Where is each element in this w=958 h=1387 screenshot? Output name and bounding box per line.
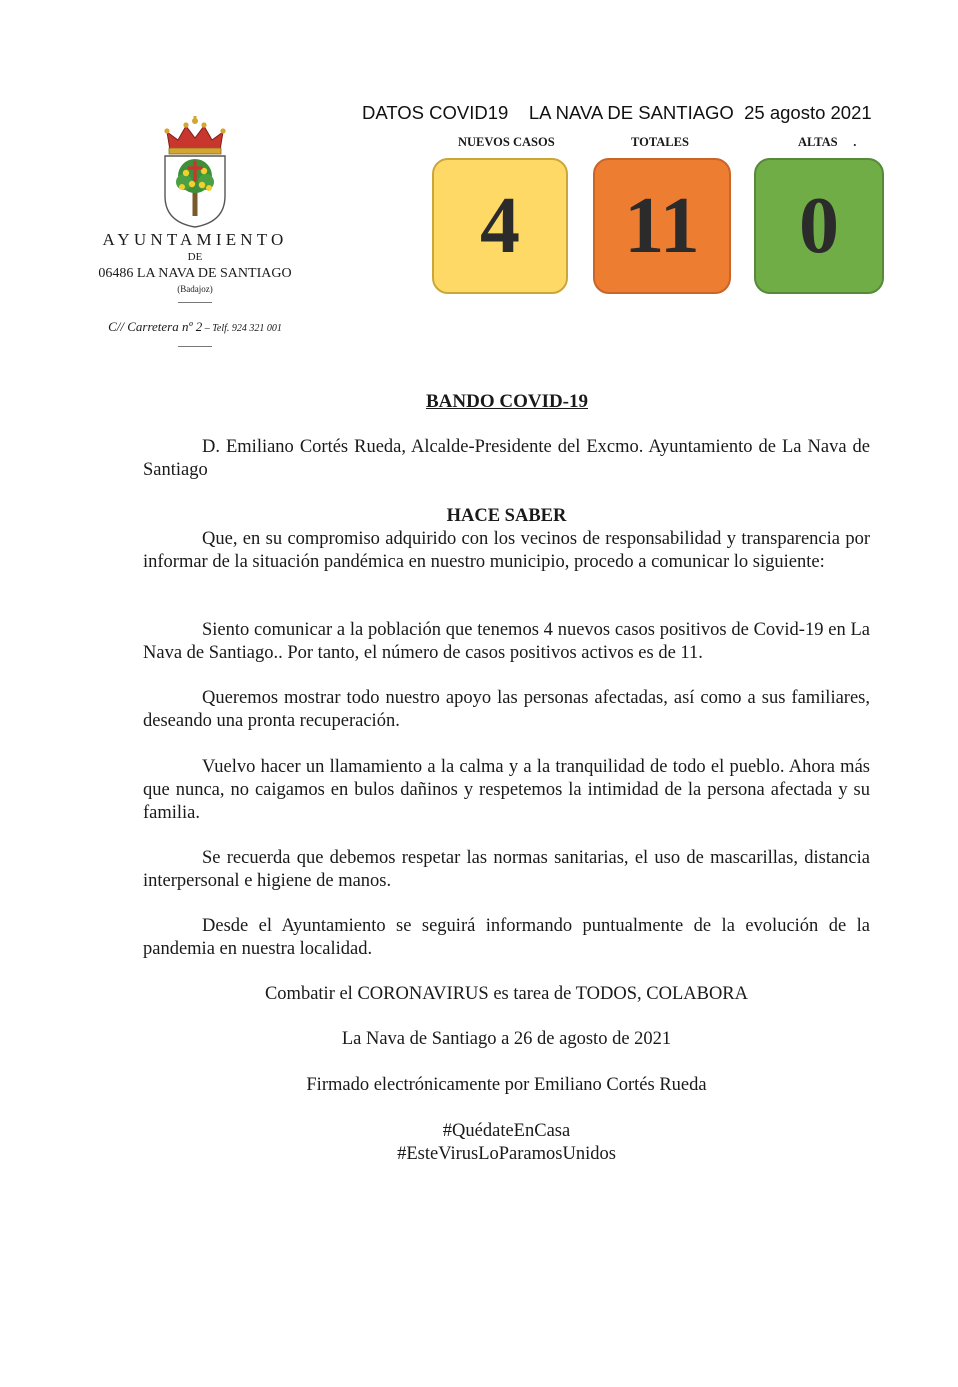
altas-label: ALTAS .	[798, 135, 857, 149]
address-line	[60, 319, 330, 335]
new-cases-value: 4	[480, 181, 520, 270]
divider	[178, 346, 212, 347]
altas-value: 0	[799, 181, 839, 270]
locality-label: 06486 LA NAVA DE SANTIAGO	[98, 266, 292, 281]
new-cases-box	[432, 158, 568, 294]
paragraph-4: Vuelvo hacer un llamamiento a la calma y a la tranquilidad de todo el pueblo. Ahora más que nunca, no caigamos en bulos dañinos y respetemos la intimidad de la persona afectada y su familia.	[143, 757, 870, 823]
paragraph-5: Se recuerda que debemos respetar las normas sanitarias, el uso de mascarillas, distancia interpersonal e higiene de manos.	[143, 848, 870, 891]
municipal-crest-icon	[162, 116, 228, 228]
total-cases-label: TOTALES	[631, 135, 689, 149]
hashtag-quedate: #QuédateEnCasa	[442, 1121, 571, 1141]
total-cases-box	[593, 158, 731, 294]
covid-data-header: DATOS COVID19 LA NAVA DE SANTIAGO 25 agosto 2021	[362, 102, 872, 123]
altas-box	[754, 158, 884, 294]
paragraph-2: Siento comunicar a la población que tenemos 4 nuevos casos positivos de Covid-19 en La Nava de Santiago.. Por tanto, el número de casos positivos activos es de 11.	[143, 620, 870, 663]
total-cases-value: 11	[624, 181, 700, 270]
signature-line: Firmado electrónicamente por Emiliano Cortés Rueda	[306, 1075, 707, 1095]
phone-number: – Telf. 924 321 001	[202, 323, 282, 334]
hashtag-virus: #EsteVirusLoParamosUnidos	[397, 1144, 616, 1164]
new-cases-label: NUEVOS CASOS	[458, 135, 555, 149]
document-title: BANDO COVID-19	[425, 391, 589, 412]
hace-saber-heading: HACE SABER	[446, 506, 567, 526]
divider	[178, 302, 212, 303]
paragraph-1: Que, en su compromiso adquirido con los vecinos de responsabilidad y transparencia por informar de la situación pandémica en nuestro municipio, procedo a comunicar lo siguiente:	[143, 529, 870, 572]
province-label: (Badajoz)	[177, 284, 213, 294]
paragraph-6: Desde el Ayuntamiento se seguirá informando puntualmente de la evolución de la pandemia en nuestra localidad.	[143, 916, 870, 959]
slogan: Combatir el CORONAVIRUS es tarea de TODOS, COLABORA	[264, 984, 749, 1004]
document-date: La Nava de Santiago a 26 de agosto de 2021	[341, 1029, 672, 1049]
intro-paragraph: D. Emiliano Cortés Rueda, Alcalde-Presidente del Excmo. Ayuntamiento de La Nava de Santiago	[143, 437, 870, 480]
de-label: DE	[187, 251, 203, 263]
ayuntamiento-label: AYUNTAMIENTO	[102, 230, 288, 249]
paragraph-3: Queremos mostrar todo nuestro apoyo las personas afectadas, así como a sus familiares, deseando una pronta recuperación.	[143, 688, 870, 731]
street-address: C// Carretera nº 2	[108, 319, 203, 334]
